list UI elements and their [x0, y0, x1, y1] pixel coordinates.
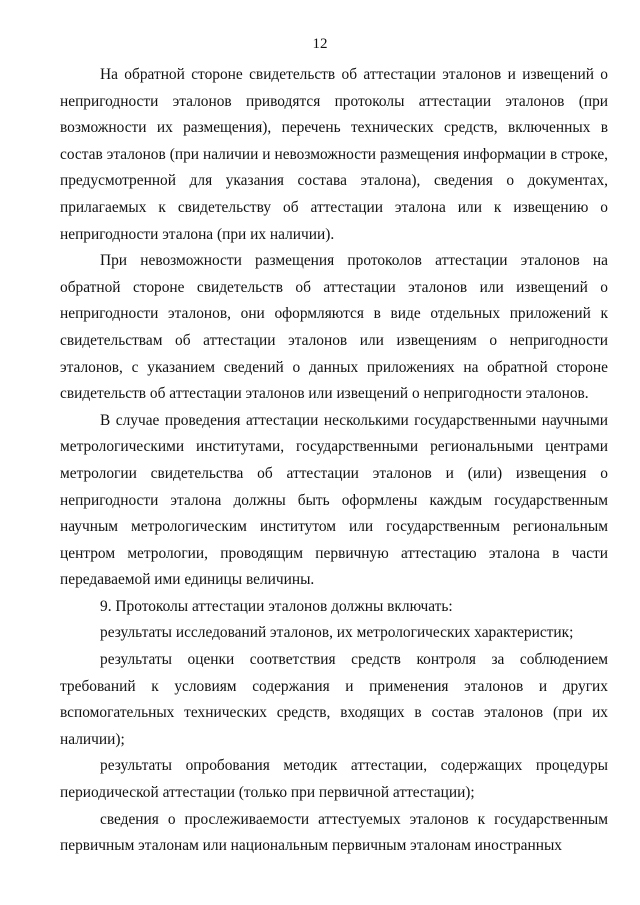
paragraph-research-results: результаты исследований эталонов, их метрологических характеристик;: [100, 624, 574, 642]
paragraph-method-testing: результаты опробования методик аттестации, содержащих процедуры периодической аттестации (только при первичной аттестации);: [60, 757, 608, 802]
paragraph-reverse-side-contents: На обратной стороне свидетельств об аттестации эталонов и извещений о непригодности эталонов приводятся протоколы аттестации эталонов (при возможности их размещения), перечень технических средств, включенных в состав эталонов (при наличии и невозможности размещения информации в строке, предусмотренной для указания состава эталона), сведения о документах, прилагаемых к свидетельству об аттестации эталона или к извещению о непригодности эталона (при их наличии).: [60, 66, 608, 243]
paragraph-conformity-assessment: результаты оценки соответствия средств контроля за соблюдением требований к условиям содержания и применения эталонов и других вспомогательных технических средств, входящих в состав эталонов (при их наличии);: [60, 651, 608, 748]
page-number: 12: [312, 36, 328, 52]
paragraph-section-9-heading: 9. Протоколы аттестации эталонов должны включать:: [100, 597, 453, 615]
paragraph-traceability: сведения о прослеживаемости аттестуемых эталонов к государственным первичным эталонам или национальным первичным эталонам иностранных: [60, 810, 608, 855]
document-body: [60, 62, 608, 860]
paragraph-separate-appendices: При невозможности размещения протоколов аттестации эталонов на обратной стороне свидетельств об аттестации эталонов или извещений о непригодности эталонов, они оформляются в виде отдельных приложений к свидетельствам об аттестации эталонов или извещениям о непригодности эталонов, с указанием сведений о данных приложениях на обратной стороне свидетельств об аттестации эталонов или извещений о непригодности эталонов.: [60, 252, 608, 403]
paragraph-multiple-institutes: В случае проведения аттестации несколькими государственными научными метрологическими институтами, государственными региональными центрами метрологии свидетельства об аттестации эталонов и (или) извещения о непригодности эталона должны быть оформлены каждым государственным научным метрологическим институтом или государственным региональным центром метрологии, проводящим первичную аттестацию эталона в части передаваемой ими единицы величины.: [60, 411, 608, 589]
